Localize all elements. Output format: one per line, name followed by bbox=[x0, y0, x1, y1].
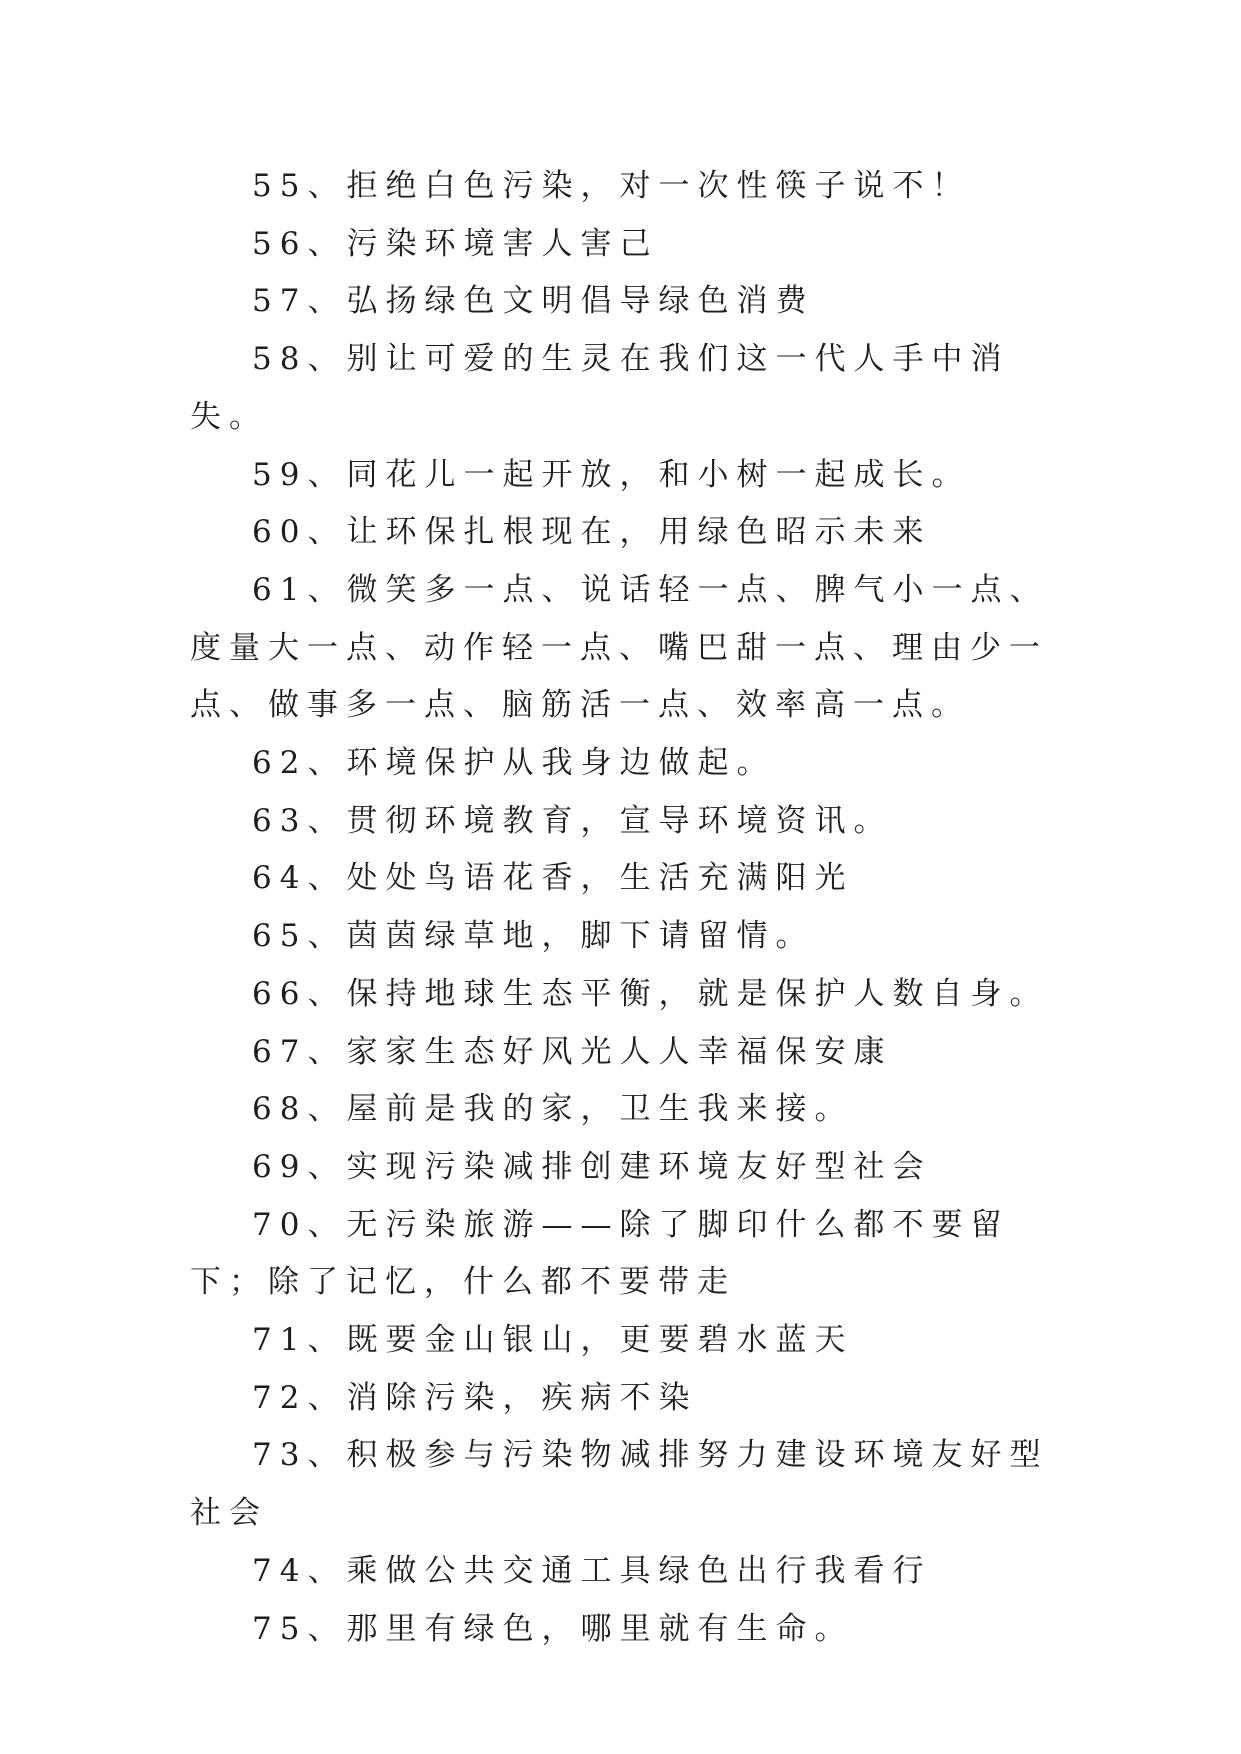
slogan-item-75: 75、那里有绿色，哪里就有生命。 bbox=[252, 1610, 854, 1647]
slogan-item-62: 62、环境保护从我身边做起。 bbox=[252, 745, 776, 782]
slogan-item-58: 58、别让可爱的生灵在我们这一代人手中消失。 bbox=[190, 341, 1010, 435]
slogan-item-60: 60、让环保扎根现在，用绿色昭示未来 bbox=[252, 514, 932, 551]
slogan-item-63: 63、贯彻环境教育，宣导环境资讯。 bbox=[252, 802, 893, 839]
slogan-item-71: 71、既要金山银山，更要碧水蓝天 bbox=[252, 1322, 854, 1359]
slogan-item-74: 74、乘做公共交通工具绿色出行我看行 bbox=[252, 1552, 932, 1589]
slogan-item-65: 65、茵茵绿草地，脚下请留情。 bbox=[252, 918, 815, 955]
slogan-item-72: 72、消除污染，疾病不染 bbox=[252, 1379, 698, 1416]
slogan-item-68: 68、屋前是我的家，卫生我来接。 bbox=[252, 1091, 854, 1128]
slogan-item-67: 67、家家生态好风光人人幸福保安康 bbox=[252, 1033, 893, 1070]
slogan-item-56: 56、污染环境害人害己 bbox=[252, 225, 659, 262]
slogan-item-59: 59、同花儿一起开放，和小树一起成长。 bbox=[252, 456, 971, 493]
slogan-item-57: 57、弘扬绿色文明倡导绿色消费 bbox=[252, 283, 815, 320]
slogan-item-73: 73、积极参与污染物减排努力建设环境友好型社会 bbox=[190, 1437, 1049, 1532]
slogan-item-55: 55、拒绝白色污染，对一次性筷子说不！ bbox=[252, 168, 971, 204]
slogan-item-66: 66、保持地球生态平衡，就是保护人数自身。 bbox=[252, 975, 1049, 1012]
slogan-item-61: 61、微笑多一点、说话轻一点、脾气小一点、度量大一点、动作轻一点、嘴巴甜一点、理由少一点、做事多一点、脑筋活一点、效率高一点。 bbox=[190, 571, 1049, 724]
document-body bbox=[190, 158, 1070, 1658]
slogan-item-70: 70、无污染旅游——除了脚印什么都不要留下；除了记忆，什么都不要带走 bbox=[190, 1206, 1010, 1301]
slogan-item-69: 69、实现污染减排创建环境友好型社会 bbox=[252, 1148, 932, 1185]
slogan-item-64: 64、处处鸟语花香，生活充满阳光 bbox=[252, 860, 854, 897]
